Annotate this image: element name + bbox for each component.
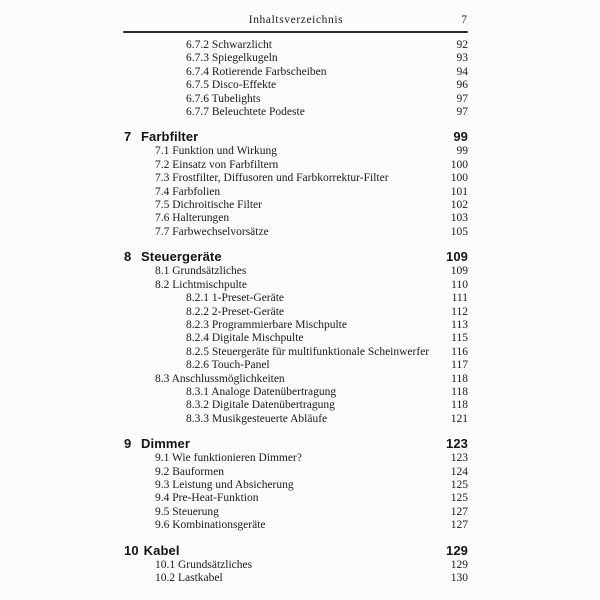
toc-chapter-label — [124, 542, 180, 559]
toc-entry-row — [124, 39, 468, 52]
toc-chapter-page: 123 — [446, 436, 468, 452]
toc-entry-page: 113 — [451, 318, 468, 331]
toc-entry-label: 8.3.2 Digitale Datenübertragung — [186, 399, 335, 412]
toc-entry-label: 7.1 Funktion und Wirkung — [155, 145, 277, 158]
toc-entry-row — [124, 506, 468, 519]
toc-entry-page: 92 — [456, 39, 468, 51]
page-header-page-number: 7 — [461, 14, 467, 26]
toc-entry-page: 125 — [450, 492, 468, 505]
toc-entry-row — [124, 359, 468, 372]
toc-entry-label: 7.7 Farbwechselvorsätze — [155, 225, 269, 238]
toc-entry-page: 97 — [456, 92, 468, 105]
toc-entry-label: 8.3 Anschlussmöglichkeiten — [155, 372, 285, 385]
toc-entry-page: 118 — [451, 385, 468, 398]
toc-entry-label: 7.3 Frostfilter, Diffusoren und Farbkorrektur-Filter — [155, 172, 389, 185]
toc-entry-label: 8.3.1 Analoge Datenübertragung — [186, 385, 337, 398]
toc-entry-row — [124, 413, 468, 426]
toc-entry-row — [124, 306, 468, 319]
toc-entry-row — [124, 145, 468, 158]
toc-entry-row — [124, 292, 468, 305]
toc-entry-label: 8.2.5 Steuergeräte für multifunktionale Scheinwerfer — [186, 345, 430, 358]
toc-entry-label: 9.6 Kombinationsgeräte — [155, 519, 266, 532]
toc-entry-page: 116 — [451, 345, 468, 358]
toc-entry-label: 6.7.5 Disco-Effekte — [186, 79, 277, 92]
toc-entry-label: 8.2.1 1-Preset-Geräte — [186, 292, 285, 305]
toc-entry-label: 10.2 Lastkabel — [155, 572, 223, 584]
toc-entry-label: 8.2.2 2-Preset-Geräte — [186, 305, 285, 318]
toc-chapter-number: 7 — [124, 129, 132, 145]
page-header-title: Inhaltsverzeichnis — [248, 14, 344, 26]
toc-entry-label: 9.2 Bauformen — [155, 465, 224, 478]
toc-entry-label: 9.1 Wie funktionieren Dimmer? — [155, 452, 302, 465]
toc-entry-page: 94 — [456, 65, 468, 78]
toc-entry-label: 6.7.6 Tubelights — [186, 92, 261, 105]
toc-entry-page: 93 — [456, 52, 468, 65]
toc-chapter-label — [124, 128, 198, 145]
toc-entry-row — [124, 279, 468, 292]
toc-entry-row — [124, 172, 468, 185]
toc-chapter-row — [124, 435, 468, 452]
toc-chapter-title: Farbfilter — [141, 129, 199, 145]
toc-chapter-title: Kabel — [143, 542, 180, 558]
toc-entry-label: 8.3.3 Musikgesteuerte Abläufe — [186, 412, 328, 425]
toc-entry-label: 8.2.6 Touch-Panel — [186, 359, 270, 372]
toc-entry-page: 111 — [451, 292, 468, 305]
toc-chapter-page: 99 — [453, 129, 468, 145]
toc-entry-row — [124, 559, 468, 572]
toc-entry-page: 100 — [450, 172, 468, 185]
toc-chapter-page: 129 — [446, 542, 468, 558]
toc-entry-label: 8.2.3 Programmierbare Mischpulte — [186, 318, 347, 331]
page-header — [124, 14, 468, 30]
toc-chapter-row — [124, 542, 468, 559]
toc-entry-row — [124, 66, 468, 79]
toc-entry-row — [124, 319, 468, 332]
toc-chapter-row — [124, 248, 468, 265]
toc-entry-row — [124, 466, 468, 479]
toc-entry-label: 8.2 Lichtmischpulte — [155, 278, 247, 291]
toc-entry-row — [124, 373, 468, 386]
toc-entry-row — [124, 93, 468, 106]
toc-entry-row — [124, 52, 468, 65]
toc-entry-row — [124, 519, 468, 532]
toc-chapter-number: 9 — [124, 436, 132, 452]
toc-entry-page: 121 — [450, 412, 468, 425]
toc-entry-row — [124, 199, 468, 212]
toc-entry-row — [124, 399, 468, 412]
toc-entry-page: 109 — [450, 265, 468, 278]
toc-entry-label: 8.1 Grundsätzliches — [155, 265, 247, 278]
toc-entry-row — [124, 226, 468, 239]
toc-entry-label: 7.4 Farbfolien — [155, 185, 221, 198]
toc-entry-page: 105 — [450, 225, 468, 238]
toc-entry-row — [124, 479, 468, 492]
toc-entry-row — [124, 106, 468, 119]
toc-entry-page: 110 — [451, 278, 468, 291]
toc-entry-row — [124, 346, 468, 359]
toc-entry-page: 125 — [450, 478, 468, 491]
toc-entry-label: 8.2.4 Digitale Mischpulte — [186, 332, 304, 345]
toc-entry-row — [124, 492, 468, 505]
toc-entry-page: 97 — [456, 106, 468, 119]
toc-chapter-page: 109 — [446, 249, 468, 265]
toc-entry-label: 9.3 Leistung und Absicherung — [155, 478, 294, 491]
table-of-contents — [124, 39, 468, 585]
toc-entry-row — [124, 212, 468, 225]
toc-chapter-title: Steuergeräte — [141, 249, 222, 265]
header-rule — [123, 31, 468, 33]
toc-entry-page: 129 — [450, 558, 468, 571]
toc-entry-row — [124, 265, 468, 278]
toc-chapter-title: Dimmer — [141, 436, 191, 452]
toc-entry-row — [124, 79, 468, 92]
toc-chapter-number: 8 — [124, 249, 132, 265]
toc-entry-page: 127 — [450, 505, 468, 518]
toc-entry-page: 124 — [450, 465, 468, 478]
toc-entry-page: 115 — [451, 332, 468, 345]
toc-entry-page: 103 — [450, 212, 468, 225]
toc-entry-page: 112 — [451, 305, 468, 318]
toc-entry-label: 6.7.2 Schwarzlicht — [186, 39, 272, 51]
toc-entry-page: 118 — [451, 372, 468, 385]
toc-entry-label: 9.5 Steuerung — [155, 505, 219, 518]
toc-entry-row — [124, 452, 468, 465]
toc-entry-label: 6.7.7 Beleuchtete Podeste — [186, 106, 305, 119]
toc-entry-page: 123 — [450, 452, 468, 465]
toc-chapter-label — [124, 248, 222, 265]
toc-entry-page: 102 — [450, 199, 468, 212]
toc-entry-row — [124, 159, 468, 172]
toc-entry-page: 130 — [450, 572, 468, 584]
toc-entry-label: 6.7.4 Rotierende Farbscheiben — [186, 65, 327, 78]
toc-entry-page: 101 — [450, 185, 468, 198]
toc-chapter-label — [124, 435, 190, 452]
toc-chapter-row — [124, 128, 468, 145]
toc-entry-row — [124, 386, 468, 399]
toc-entry-label: 7.2 Einsatz von Farbfiltern — [155, 158, 279, 171]
toc-entry-page: 96 — [456, 79, 468, 92]
toc-entry-page: 127 — [450, 519, 468, 532]
toc-entry-label: 7.6 Halterungen — [155, 212, 230, 225]
toc-entry-label: 6.7.3 Spiegelkugeln — [186, 52, 278, 65]
toc-entry-row — [124, 186, 468, 199]
toc-entry-row — [124, 332, 468, 345]
toc-entry-label: 9.4 Pre-Heat-Funktion — [155, 492, 259, 505]
toc-entry-page: 100 — [450, 158, 468, 171]
toc-entry-page: 117 — [451, 359, 468, 372]
toc-entry-page: 118 — [451, 399, 468, 412]
toc-entry-row — [124, 572, 468, 585]
toc-entry-page: 99 — [456, 145, 468, 158]
toc-entry-label: 10.1 Grundsätzliches — [155, 558, 253, 571]
toc-entry-label: 7.5 Dichroitische Filter — [155, 199, 262, 212]
toc-chapter-number: 10 — [124, 542, 139, 558]
